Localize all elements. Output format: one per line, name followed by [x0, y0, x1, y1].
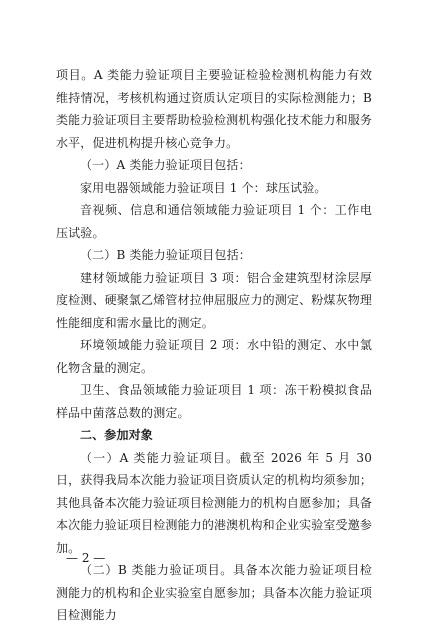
paragraph: （一）A 类能力验证项目包括： — [80, 158, 251, 172]
document-body — [56, 64, 372, 627]
paragraph: （二）B 类能力验证项目。具备本次能力验证项目检测能力的机构和企业实验室自愿参加；具备本次能力验证项目检测能力 — [56, 563, 372, 622]
paragraph: 家用电器领域能力验证项目 1 个：球压试验。 — [80, 180, 327, 195]
page-number: — 2 — — [66, 551, 106, 565]
paragraph: 项目。A 类能力验证项目主要验证检验检测机构能力有效维持情况，考核机构通过资质认定项目的实际检测能力；B 类能力验证项目主要帮助检验检测机构强化技术能力和服务水平，促进机构提升核心竞争力。 — [56, 68, 372, 150]
paragraph: （一）A 类能力验证项目。截至 2026 年 5 月 30 日，获得我局本次能力验证项目资质认定的机构均须参加；其他具备本次能力验证项目检测能力的机构自愿参加；具备本次能力验证项目检测能力的港澳机构和企业实验室受邀参加。 — [56, 450, 372, 555]
paragraph: 卫生、食品领域能力验证项目 1 项：冻干粉模拟食品样品中菌落总数的测定。 — [56, 383, 372, 420]
paragraph: 环境领域能力验证项目 2 项：水中铅的测定、水中氯化物含量的测定。 — [56, 338, 372, 375]
paragraph: 音视频、信息和通信领域能力验证项目 1 个：工作电压试验。 — [56, 203, 372, 240]
paragraph: （二）B 类能力验证项目包括： — [80, 248, 251, 262]
paragraph: 建材领域能力验证项目 3 项：铝合金建筑型材涂层厚度检测、硬聚氯乙烯管材拉伸屈服应力的测定、粉煤灰物理性能细度和需水量比的测定。 — [56, 270, 372, 330]
section-heading: 二、参加对象 — [80, 428, 153, 442]
